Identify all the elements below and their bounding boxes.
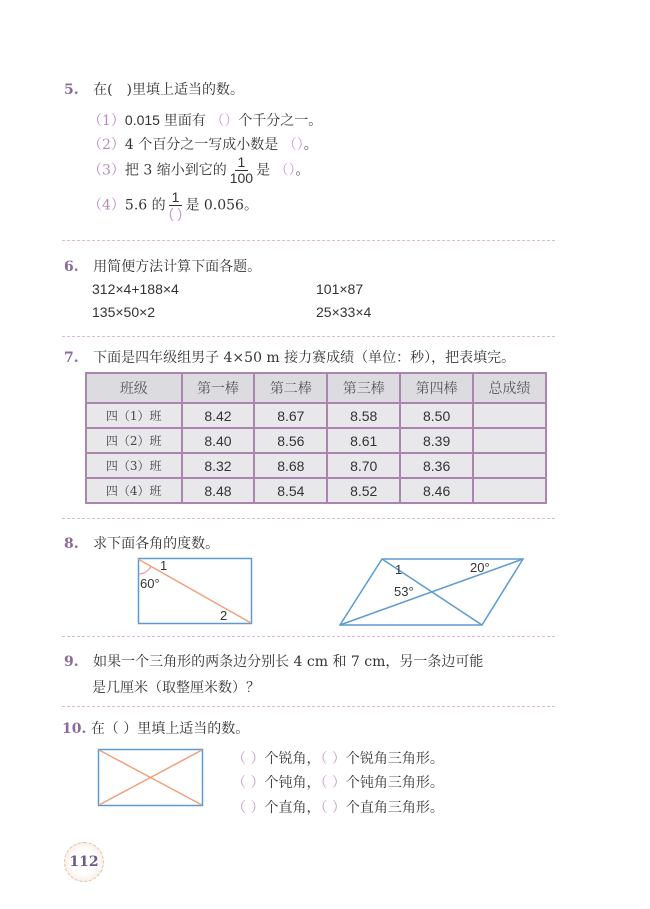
q9-number: 9. bbox=[64, 654, 79, 670]
angle-60-label: 60° bbox=[140, 576, 160, 591]
q8-title: 求下面各角的度数。 bbox=[93, 536, 220, 552]
item-text: 把 3 缩小到它的 bbox=[124, 162, 227, 179]
blank: （ ） bbox=[320, 751, 346, 767]
column-header: 第四棒 bbox=[400, 373, 473, 403]
cell: 8.56 bbox=[254, 428, 327, 453]
divider bbox=[62, 636, 555, 637]
rectangle-diagonals-figure bbox=[96, 747, 206, 809]
expression: 312×4+188×4 bbox=[92, 281, 179, 297]
q5-title-a: 在( bbox=[93, 82, 113, 98]
blank: （ ） bbox=[320, 800, 346, 816]
q10-number: 10. bbox=[62, 721, 87, 737]
cell: 8.61 bbox=[327, 428, 400, 453]
table-header-row bbox=[86, 373, 546, 403]
q8-heading bbox=[64, 533, 219, 553]
q9-text-line1: 如果一个三角形的两条边分别长 4 cm 和 7 cm，另一条边可能 bbox=[93, 654, 484, 670]
numerator: 1 bbox=[169, 190, 183, 206]
denominator-blank: ( ) bbox=[168, 205, 183, 221]
q5-heading bbox=[64, 79, 244, 99]
blank: （ ） bbox=[232, 775, 265, 791]
cell: 8.54 bbox=[254, 478, 327, 503]
column-header: 班级 bbox=[86, 373, 182, 403]
divider bbox=[62, 336, 555, 337]
blank: （ ） bbox=[232, 800, 265, 816]
item-text: 个千分之一。 bbox=[238, 113, 323, 129]
blank-close: ） bbox=[224, 113, 239, 129]
relay-results-table bbox=[85, 372, 547, 504]
cell: 8.70 bbox=[327, 453, 400, 478]
row-text: 个锐角三角形。 bbox=[345, 751, 444, 767]
column-header: 第三棒 bbox=[327, 373, 400, 403]
item-number: （1） bbox=[88, 113, 125, 129]
column-header: 总成绩 bbox=[473, 373, 546, 403]
row-text: 个直角， bbox=[264, 800, 321, 816]
angle-1-label: 1 bbox=[395, 562, 403, 577]
table-row bbox=[86, 453, 546, 478]
item-number: （3） bbox=[88, 162, 125, 179]
q6-heading bbox=[64, 256, 261, 276]
column-header: 第二棒 bbox=[254, 373, 327, 403]
item-number: （4） bbox=[88, 197, 125, 214]
cell: 8.48 bbox=[182, 478, 255, 503]
blank-open: （ bbox=[274, 162, 289, 179]
cell: 四（1）班 bbox=[86, 403, 182, 428]
table-row bbox=[86, 428, 546, 453]
item-text: 是 0.056。 bbox=[185, 197, 258, 214]
row-text: 个钝角三角形。 bbox=[345, 775, 444, 791]
cell: 四（4）班 bbox=[86, 478, 182, 503]
q5-item-1 bbox=[88, 110, 322, 130]
angle-figures bbox=[130, 552, 560, 632]
angle-20-label: 20° bbox=[470, 560, 490, 575]
row-text: 个直角三角形。 bbox=[345, 800, 444, 816]
q7-title: 下面是四年级组男子 4×50 m 接力赛成绩（单位：秒），把表填完。 bbox=[93, 350, 516, 366]
q7-number: 7. bbox=[64, 350, 79, 366]
blank: （ ） bbox=[232, 751, 265, 767]
q10-title: 在（ ）里填上适当的数。 bbox=[90, 721, 250, 737]
item-text: 。 bbox=[295, 162, 310, 179]
divider bbox=[62, 518, 555, 519]
cell: 四（3）班 bbox=[86, 453, 182, 478]
expression: 135×50×2 bbox=[92, 304, 156, 320]
item-number: （2） bbox=[88, 137, 125, 153]
q6-number: 6. bbox=[64, 259, 79, 275]
expression: 25×33×4 bbox=[316, 304, 372, 320]
item-text: 是 bbox=[256, 162, 271, 179]
table-row bbox=[86, 478, 546, 503]
divider bbox=[62, 706, 555, 707]
q8-number: 8. bbox=[64, 536, 79, 552]
blank-close: ） bbox=[296, 137, 304, 153]
column-header: 第一棒 bbox=[182, 373, 255, 403]
cell: 8.68 bbox=[254, 453, 327, 478]
item-text: 5.6 的 bbox=[124, 197, 166, 214]
table-row bbox=[86, 403, 546, 428]
cell: 8.39 bbox=[400, 428, 473, 453]
q9-text-line2: 是几厘米（取整厘米数）？ bbox=[92, 680, 260, 696]
cell: 四（2）班 bbox=[86, 428, 182, 453]
q5-item-2 bbox=[88, 134, 318, 154]
angle-53-label: 53° bbox=[394, 584, 414, 599]
angle-1-label: 1 bbox=[160, 558, 168, 573]
cell: 8.52 bbox=[327, 478, 400, 503]
total-cell bbox=[473, 428, 546, 453]
item-text: 4 个百分之一写成小数是 bbox=[124, 137, 279, 153]
blank-open: （ bbox=[282, 137, 297, 153]
cell: 8.67 bbox=[254, 403, 327, 428]
q5-item-3 bbox=[88, 155, 310, 186]
blank-open: （ bbox=[210, 113, 225, 129]
cell: 8.36 bbox=[400, 453, 473, 478]
blank: （ ） bbox=[320, 775, 346, 791]
page-number-badge bbox=[64, 842, 104, 882]
denominator: 100 bbox=[229, 170, 254, 186]
q9-heading bbox=[64, 651, 483, 671]
q10-row-2 bbox=[232, 772, 444, 792]
fraction bbox=[169, 190, 183, 221]
row-text: 个钝角， bbox=[264, 775, 321, 791]
cell: 8.42 bbox=[182, 403, 255, 428]
q6-title: 用简便方法计算下面各题。 bbox=[93, 259, 262, 275]
blank-close: ） bbox=[288, 162, 296, 179]
q5-number: 5. bbox=[64, 82, 79, 98]
q7-heading bbox=[64, 347, 515, 367]
row-text: 个锐角， bbox=[264, 751, 321, 767]
cell: 8.40 bbox=[182, 428, 255, 453]
fraction bbox=[230, 155, 253, 186]
parallelogram-figure bbox=[340, 559, 523, 625]
numerator: 1 bbox=[235, 155, 249, 171]
item-text: 。 bbox=[303, 137, 318, 153]
expression: 101×87 bbox=[316, 281, 364, 297]
cell: 8.32 bbox=[182, 453, 255, 478]
q10-row-3 bbox=[232, 797, 444, 817]
angle-2-label: 2 bbox=[220, 608, 228, 623]
item-text: 0.015 里面有 bbox=[124, 112, 206, 128]
q5-title-b: )里填上适当的数。 bbox=[126, 82, 245, 98]
divider bbox=[62, 240, 555, 241]
q10-row-1 bbox=[232, 748, 444, 768]
total-cell bbox=[473, 478, 546, 503]
cell: 8.58 bbox=[327, 403, 400, 428]
page-number: 112 bbox=[69, 854, 99, 870]
total-cell bbox=[473, 453, 546, 478]
q10-heading bbox=[62, 718, 249, 738]
cell: 8.46 bbox=[400, 478, 473, 503]
rectangle-figure bbox=[138, 558, 252, 624]
total-cell bbox=[473, 403, 546, 428]
q5-item-4 bbox=[88, 190, 258, 221]
cell: 8.50 bbox=[400, 403, 473, 428]
